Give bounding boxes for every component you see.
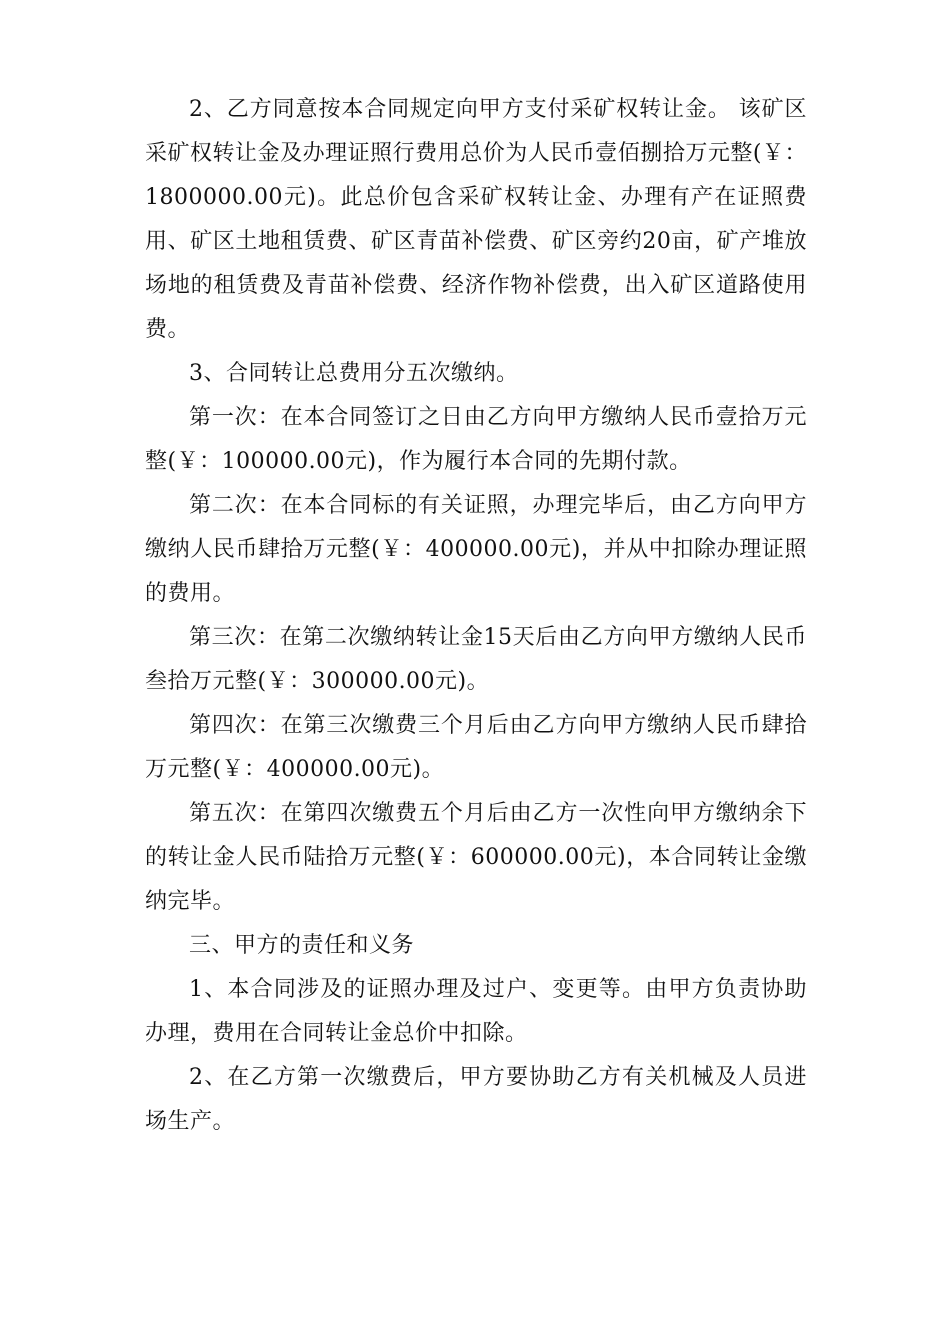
paragraph-duty-2: 2、在乙方第一次缴费后，甲方要协助乙方有关机械及人员进场生产。 — [145, 1065, 807, 1134]
paragraph-payment-total: 2、乙方同意按本合同规定向甲方支付采矿权转让金。 该矿区采矿权转让金及办理证照行费用总价为人民币壹佰捌拾万元整(￥：1800000.00元)。此总价包含采矿权转让金、办理有产在证照费用、矿区土地租赁费、矿区青苗补偿费、矿区旁约20亩，矿产堆放场地的租赁费及青苗补偿费、经济作物补偿费，出入矿区道路使用费。 — [145, 97, 807, 342]
paragraph-installment-5: 第五次：在第四次缴费五个月后由乙方一次性向甲方缴纳余下的转让金人民币陆拾万元整(￥：600000.00元)，本合同转让金缴纳完毕。 — [145, 801, 807, 914]
paragraph-installment-3: 第三次：在第二次缴纳转让金15天后由乙方向甲方缴纳人民币叁拾万元整(￥：300000.00元)。 — [145, 625, 807, 694]
paragraph-duty-1: 1、本合同涉及的证照办理及过户、变更等。由甲方负责协助办理，费用在合同转让金总价中扣除。 — [145, 977, 807, 1046]
paragraph-installments-intro: 3、合同转让总费用分五次缴纳。 — [189, 361, 519, 386]
document-body — [145, 88, 807, 1144]
section-heading-party-a-duties: 三、甲方的责任和义务 — [189, 933, 415, 958]
paragraph-installment-4: 第四次：在第三次缴费三个月后由乙方向甲方缴纳人民币肆拾万元整(￥：400000.00元)。 — [145, 713, 807, 782]
paragraph-installment-2: 第二次：在本合同标的有关证照，办理完毕后，由乙方向甲方缴纳人民币肆拾万元整(￥：400000.00元)，并从中扣除办理证照的费用。 — [145, 493, 807, 606]
paragraph-installment-1: 第一次：在本合同签订之日由乙方向甲方缴纳人民币壹拾万元整(￥：100000.00元)，作为履行本合同的先期付款。 — [145, 405, 807, 474]
